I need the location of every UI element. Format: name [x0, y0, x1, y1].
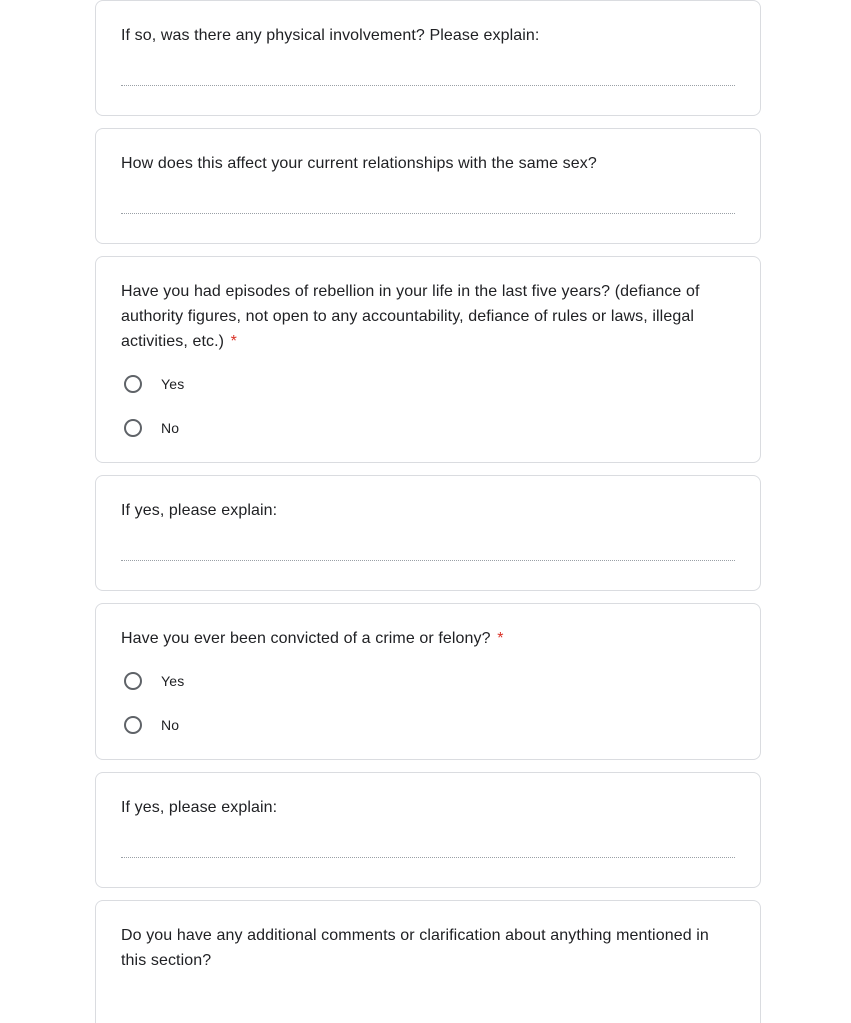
question-card-rebellion	[95, 256, 761, 463]
answer-input-same-sex-relationships[interactable]	[121, 187, 735, 213]
answer-input-physical-involvement[interactable]	[121, 59, 735, 85]
radio-label: No	[161, 420, 180, 436]
answer-underline	[121, 560, 735, 561]
answer-input-rebellion-explain[interactable]	[121, 534, 735, 560]
question-text: Have you had episodes of rebellion in your life in the last five years? (defiance of authority figures, not open to any accountability, defiance of rules or laws, illegal activities, etc.)	[121, 283, 700, 350]
answer-input-additional-comments[interactable]	[121, 989, 735, 1015]
question-text: Have you ever been convicted of a crime or felony?	[121, 630, 491, 647]
radio-button[interactable]	[124, 375, 142, 393]
radio-label: Yes	[161, 376, 185, 392]
question-title: If yes, please explain:	[121, 502, 278, 519]
question-card-rebellion-explain	[95, 475, 761, 591]
required-asterisk: *	[497, 630, 504, 647]
question-card-conviction	[95, 603, 761, 760]
required-asterisk: *	[230, 333, 237, 350]
question-card-conviction-explain	[95, 772, 761, 888]
question-title	[121, 626, 735, 651]
question-card-same-sex-relationships	[95, 128, 761, 244]
question-title: If yes, please explain:	[121, 799, 278, 816]
question-card-additional-comments	[95, 900, 761, 1023]
question-card-physical-involvement	[95, 0, 761, 116]
question-title: Do you have any additional comments or clarification about anything mentioned in this section?	[121, 927, 709, 969]
radio-option-no[interactable]	[124, 416, 179, 440]
radio-label: Yes	[161, 673, 185, 689]
answer-underline	[121, 213, 735, 214]
question-title: How does this affect your current relationships with the same sex?	[121, 155, 597, 172]
radio-option-no[interactable]	[124, 713, 179, 737]
radio-button[interactable]	[124, 419, 142, 437]
radio-option-yes[interactable]	[124, 372, 184, 396]
question-title: If so, was there any physical involvement? Please explain:	[121, 27, 540, 44]
radio-button[interactable]	[124, 672, 142, 690]
radio-button[interactable]	[124, 716, 142, 734]
radio-option-yes[interactable]	[124, 669, 184, 693]
answer-input-conviction-explain[interactable]	[121, 831, 735, 857]
answer-underline	[121, 857, 735, 858]
radio-label: No	[161, 717, 180, 733]
answer-underline	[121, 85, 735, 86]
question-title	[121, 279, 735, 354]
